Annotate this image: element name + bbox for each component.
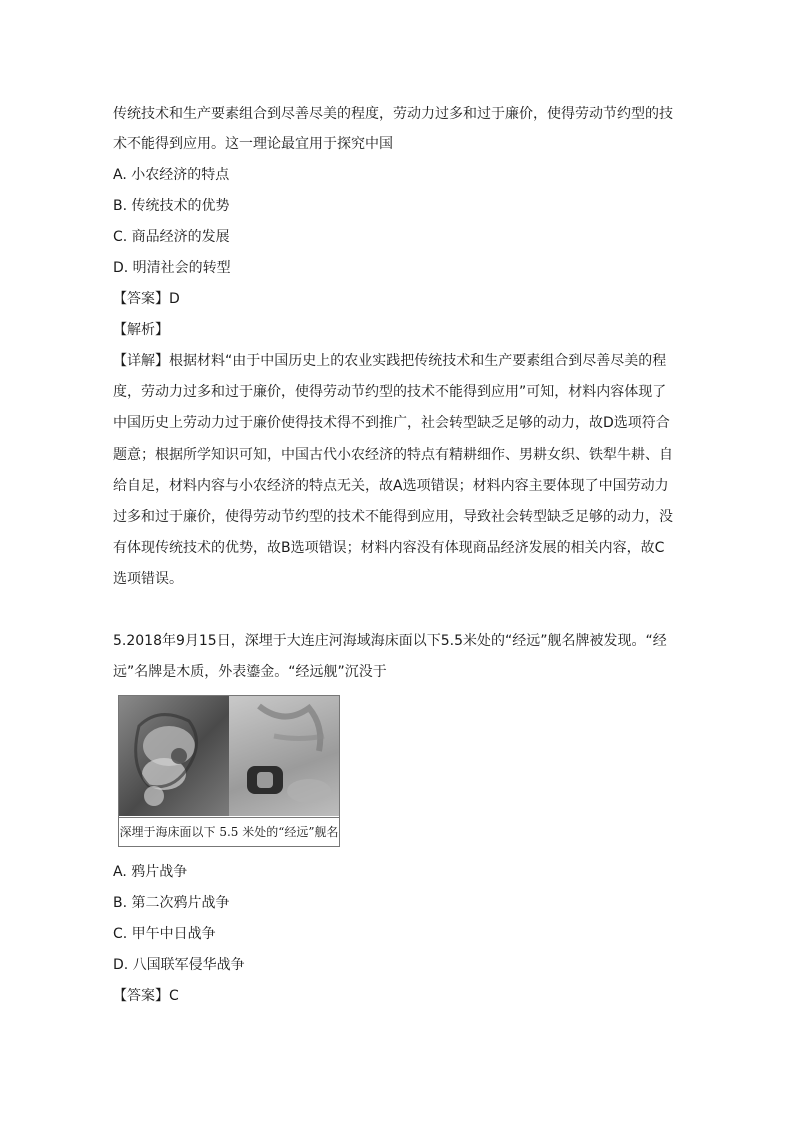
q4-analysis-line-2: 度，劳动力过多和过于廉价，使得劳动节约型的技术不能得到应用”可知，材料内容体现了 bbox=[113, 384, 667, 400]
nameplate-photo-right bbox=[229, 696, 339, 816]
nameplate-photo-left bbox=[119, 696, 229, 816]
q4-analysis-line-5: 给自足，材料内容与小农经济的特点无关，故A选项错误；材料内容主要体现了中国劳动力 bbox=[113, 478, 669, 494]
q4-option-d: D. 明清社会的转型 bbox=[113, 260, 231, 276]
q4-option-b: B. 传统技术的优势 bbox=[113, 198, 230, 214]
q4-analysis-line-3: 中国历史上劳动力过于廉价使得技术得不到推广，社会转型缺乏足够的动力，故D选项符合 bbox=[113, 415, 670, 431]
nameplate-closeup-image bbox=[229, 696, 339, 816]
q4-answer: 【答案】D bbox=[113, 291, 180, 307]
figure-caption: 深埋于海床面以下 5.5 米处的“经远”舰名 bbox=[119, 817, 339, 846]
q4-analysis-line-7: 有体现传统技术的优势，故B选项错误；材料内容没有体现商品经济发展的相关内容，故C bbox=[113, 540, 665, 556]
q5-option-a: A. 鸦片战争 bbox=[113, 864, 188, 880]
q4-option-c: C. 商品经济的发展 bbox=[113, 229, 230, 245]
q4-analysis-line-4: 题意；根据所学知识可知，中国古代小农经济的特点有精耕细作、男耕女织、铁犁牛耕、自 bbox=[113, 447, 673, 463]
q4-analysis-line-1: 【详解】根据材料“由于中国历史上的农业实践把传统技术和生产要素组合到尽善尽美的程 bbox=[113, 353, 667, 369]
q4-stem-line-1: 传统技术和生产要素组合到尽善尽美的程度，劳动力过多和过于廉价，使得劳动节约型的技 bbox=[113, 106, 673, 122]
q4-analysis-line-8: 选项错误。 bbox=[113, 571, 183, 587]
q4-option-a: A. 小农经济的特点 bbox=[113, 167, 230, 183]
q4-analysis-title: 【解析】 bbox=[113, 322, 169, 338]
q5-stem-line-2: 远”名牌是木质，外表鎏金。“经远舰”沉没于 bbox=[113, 664, 387, 680]
q5-option-d: D. 八国联军侵华战争 bbox=[113, 957, 245, 973]
nameplate-photo-figure bbox=[118, 695, 340, 847]
q5-answer: 【答案】C bbox=[113, 988, 179, 1004]
nameplate-relief-image bbox=[119, 696, 229, 816]
q5-stem-line-1: 5.2018年9月15日，深埋于大连庄河海域海床面以下5.5米处的“经远”舰名牌被发现。“经 bbox=[113, 633, 667, 649]
q4-analysis-line-6: 过多和过于廉价，使得劳动节约型的技术不能得到应用，导致社会转型缺乏足够的动力，没 bbox=[113, 509, 673, 525]
q5-option-b: B. 第二次鸦片战争 bbox=[113, 895, 230, 911]
q4-stem-line-2: 术不能得到应用。这一理论最宜用于探究中国 bbox=[113, 136, 393, 152]
q5-option-c: C. 甲午中日战争 bbox=[113, 926, 216, 942]
